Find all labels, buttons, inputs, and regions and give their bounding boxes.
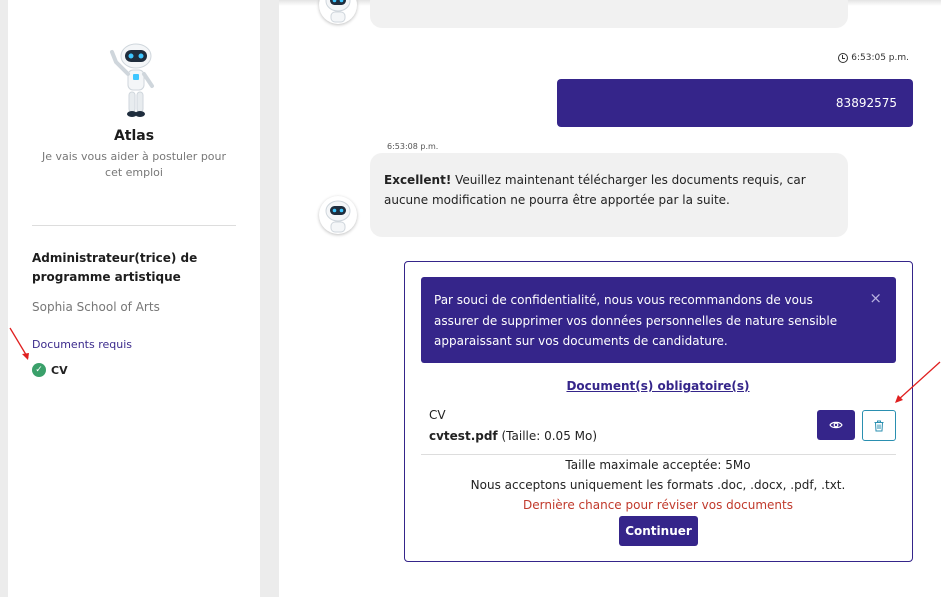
clock-icon [838, 53, 848, 63]
bot-description: Je vais vous aider à postuler pour cet emploi [41, 150, 227, 179]
job-title: Administrateur(trice) de programme artistique [32, 251, 198, 284]
privacy-notice [421, 277, 896, 363]
company-name: Sophia School of Arts [32, 300, 160, 314]
check-circle-icon: ✓ [32, 363, 46, 377]
bot-message-timestamp: 6:53:08 p.m. [387, 142, 439, 151]
file-name: cvtest.pdf [429, 429, 498, 443]
bot-message-bubble [370, 153, 848, 237]
last-chance-warning: Dernière chance pour réviser vos documents [523, 498, 793, 512]
bot-avatar [319, 0, 357, 24]
continue-button[interactable]: Continuer [619, 516, 698, 546]
document-status-item [32, 363, 68, 377]
document-upload-panel [404, 261, 913, 562]
trash-icon [874, 420, 884, 432]
close-icon[interactable]: × [869, 289, 882, 307]
bot-message-text: Veuillez maintenant télécharger les documents requis, car aucune modification ne pourra être apportée par la suite. [384, 173, 806, 207]
uploaded-file [429, 429, 597, 443]
previous-bot-bubble [370, 0, 848, 28]
view-document-button[interactable] [817, 410, 855, 440]
accepted-formats-text: Nous acceptons uniquement les formats .doc, .docx, .pdf, .txt. [470, 478, 846, 492]
bot-name: Atlas [113, 128, 155, 144]
user-message-bubble [557, 79, 913, 127]
sidebar [8, 0, 260, 597]
user-message-text: 83892575 [835, 96, 897, 110]
file-size: (Taille: 0.05 Mo) [501, 429, 598, 443]
robot-icon [319, 0, 357, 24]
robot-icon [319, 196, 357, 234]
eye-icon [829, 420, 843, 430]
max-size-text: Taille maximale acceptée: 5Mo [565, 458, 751, 472]
document-type: CV [429, 408, 446, 422]
bot-avatar [319, 196, 357, 234]
user-message-time [838, 53, 909, 63]
documents-required-label: Documents requis [32, 338, 133, 351]
required-documents-link[interactable]: Document(s) obligatoire(s) [566, 379, 750, 393]
panel-divider [421, 454, 896, 455]
user-message-timestamp: 6:53:05 p.m. [851, 53, 909, 63]
bot-message-bold: Excellent! [384, 173, 452, 187]
delete-document-button[interactable] [862, 410, 896, 441]
privacy-notice-text: Par souci de confidentialité, nous vous recommandons de vous assurer de supprimer vos données personnelles de nature sensible apparaissant sur vos documents de candidature. [434, 293, 838, 348]
document-status-label: CV [51, 363, 68, 377]
robot-avatar-icon [106, 42, 166, 122]
chat-area[interactable] [279, 0, 941, 597]
sidebar-divider [32, 225, 236, 226]
